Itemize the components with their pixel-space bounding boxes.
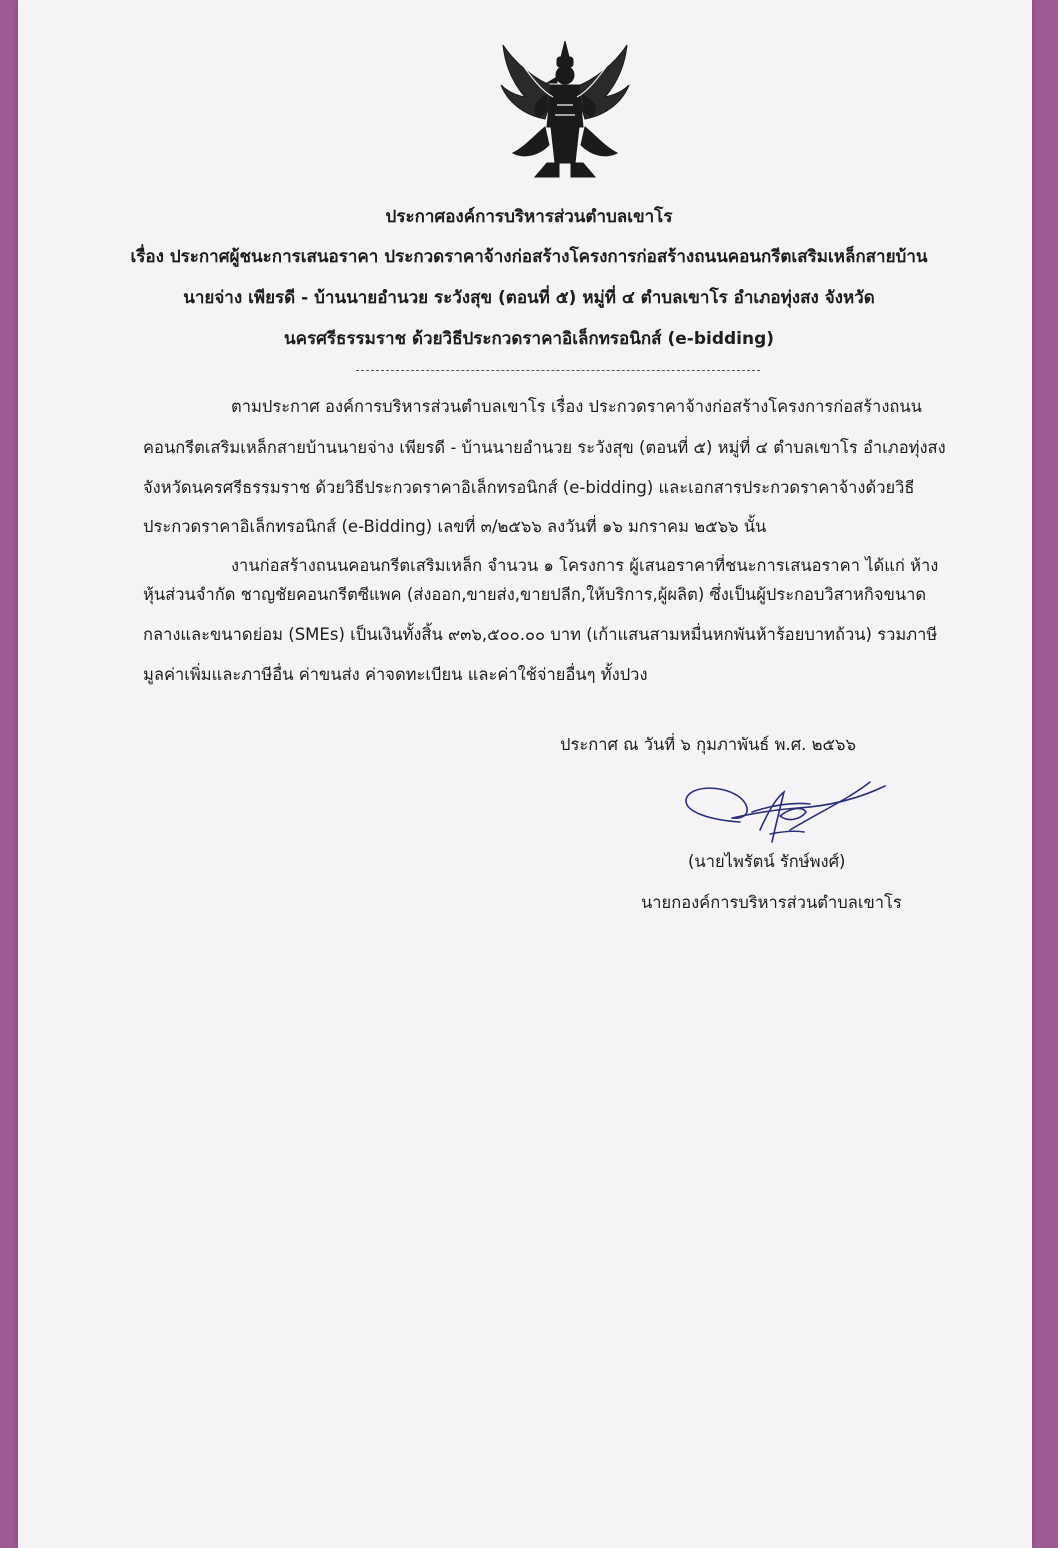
signatory-name: (นายไพรัตน์ รักษ์พงศ์): [688, 852, 846, 871]
divider: [356, 370, 760, 371]
paragraph2-line-3: กลางและขนาดย่อม (SMEs) เป็นเงินทั้งสิ้น ๙๓๖,๕๐๐.๐๐ บาท (เก้าแสนสามหมื่นหกพันห้าร้อยบาทถ้วน) รวมภาษี: [143, 625, 938, 644]
paragraph1-line-1: ตามประกาศ องค์การบริหารส่วนตำบลเขาโร เรื่อง ประกวดราคาจ้างก่อสร้างโครงการก่อสร้างถนน: [231, 397, 922, 416]
subject-line-1: เรื่อง ประกาศผู้ชนะการเสนอราคา ประกวดราคาจ้างก่อสร้างโครงการก่อสร้างถนนคอนกรีตเสริมเหล็กสายบ้าน: [130, 247, 928, 267]
paragraph2-line-1: งานก่อสร้างถนนคอนกรีตเสริมเหล็ก จำนวน ๑ โครงการ ผู้เสนอราคาที่ชนะการเสนอราคา ได้แก่ ห้าง: [231, 556, 939, 575]
subject-line-3: นครศรีธรรมราช ด้วยวิธีประกวดราคาอิเล็กทรอนิกส์ (e-bidding): [283, 329, 775, 349]
handwritten-signature: [680, 772, 895, 852]
paragraph1-line-2: คอนกรีตเสริมเหล็กสายบ้านนายจ่าง เพียรดี - บ้านนายอำนวย ระวังสุข (ตอนที่ ๕) หมู่ที่ ๔ ตำบลเขาโร อำเภอทุ่งสง: [143, 438, 946, 457]
garuda-emblem-icon: [495, 35, 635, 185]
signatory-position: นายกองค์การบริหารส่วนตำบลเขาโร: [641, 893, 902, 912]
subject-line-2: นายจ่าง เพียรดี - บ้านนายอำนวย ระวังสุข (ตอนที่ ๕) หมู่ที่ ๔ ตำบลเขาโร อำเภอทุ่งสง จังหวัด: [183, 288, 875, 308]
paragraph1-line-4: ประกวดราคาอิเล็กทรอนิกส์ (e-Bidding) เลขที่ ๓/๒๕๖๖ ลงวันที่ ๑๖ มกราคม ๒๕๖๖ นั้น: [143, 517, 767, 536]
paragraph2-line-4: มูลค่าเพิ่มและภาษีอื่น ค่าขนส่ง ค่าจดทะเบียน และค่าใช้จ่ายอื่นๆ ทั้งปวง: [143, 665, 648, 684]
paragraph1-line-3: จังหวัดนครศรีธรรมราช ด้วยวิธีประกวดราคาอิเล็กทรอนิกส์ (e-bidding) และเอกสารประกวดราคาจ้างด้วยวิธี: [143, 478, 915, 497]
announcement-date: ประกาศ ณ วันที่ ๖ กุมภาพันธ์ พ.ศ. ๒๕๖๖: [560, 735, 856, 754]
paragraph2-line-2: หุ้นส่วนจำกัด ชาญชัยคอนกรีตซีแพค (ส่งออก,ขายส่ง,ขายปลีก,ให้บริการ,ผู้ผลิต) ซึ่งเป็นผู้ประกอบวิสาหกิจขนาด: [143, 585, 927, 604]
announcement-title: ประกาศองค์การบริหารส่วนตำบลเขาโร: [385, 207, 673, 227]
